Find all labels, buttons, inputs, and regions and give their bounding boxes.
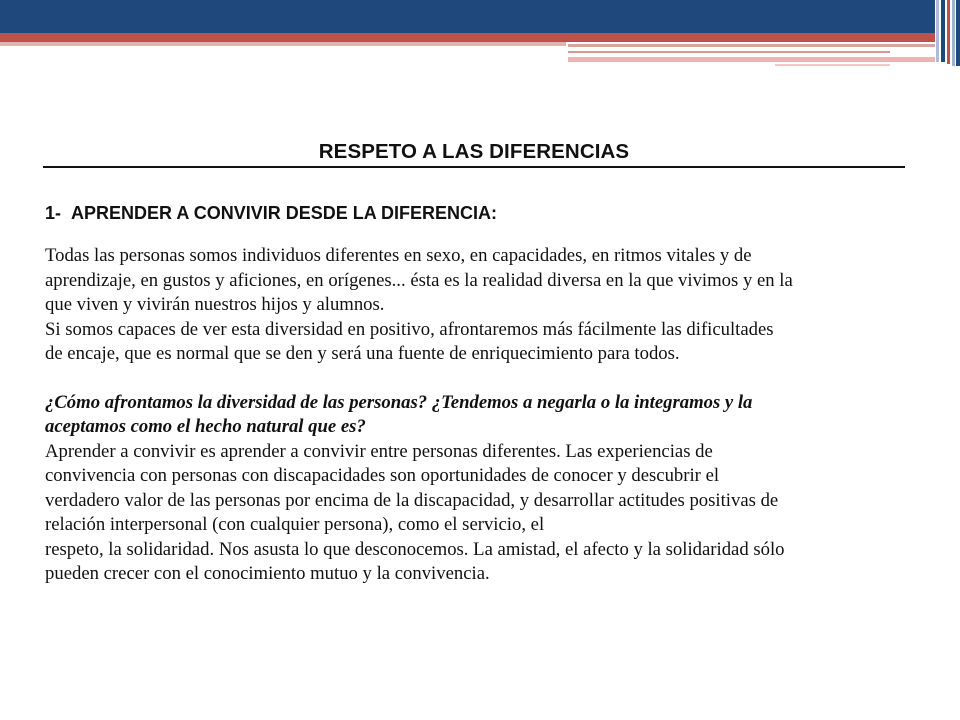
section-heading-text: APRENDER A CONVIVIR DESDE LA DIFERENCIA:: [71, 203, 498, 223]
header-bar-pink: [568, 57, 935, 62]
question-text: [45, 391, 905, 440]
header-side-stripe: [956, 0, 960, 66]
paragraph-line: que viven y vivirán nuestros hijos y alumnos.: [45, 294, 385, 315]
paragraph-line: pueden crecer con el conocimiento mutuo y la convivencia.: [45, 563, 490, 584]
header-bar-pink: [568, 44, 935, 47]
paragraph-spacer: [43, 367, 905, 391]
paragraph-line: Todas las personas somos individuos diferentes en sexo, en capacidades, en ritmos vitales y de: [45, 245, 752, 266]
paragraph-line: Si somos capaces de ver esta diversidad en positivo, afrontaremos más fácilmente las dificultades: [45, 318, 774, 340]
header-bar-pink: [0, 42, 566, 46]
header-side-stripe: [941, 0, 945, 62]
header-side-stripe: [947, 0, 950, 64]
header-bar-pink: [568, 51, 890, 53]
header-side-stripe: [936, 0, 939, 62]
header-bar-blue: [0, 0, 935, 33]
paragraph-line: respeto, la solidaridad. Nos asusta lo que desconocemos. La amistad, el afecto y la solidaridad sólo: [45, 538, 785, 560]
paragraph-line: verdadero valor de las personas por encima de la discapacidad, y desarrollar actitudes positivas de: [45, 489, 779, 511]
document-title: RESPETO A LAS DIFERENCIAS: [43, 140, 905, 168]
paragraph-line: aprendizaje, en gustos y aficiones, en orígenes... ésta es la realidad diversa en la que vivimos y en la: [45, 269, 793, 291]
paragraph-line: Aprender a convivir es aprender a convivir entre personas diferentes. Las experiencias de: [45, 440, 713, 462]
section-number: 1-: [45, 203, 62, 223]
document-body: [43, 140, 905, 587]
question-line: aceptamos como el hecho natural que es?: [45, 416, 366, 437]
paragraph-intro: [45, 244, 905, 367]
question-line: ¿Cómo afrontamos la diversidad de las personas? ¿Tendemos a negarla o la integramos y la: [45, 391, 753, 413]
paragraph-line: de encaje, que es normal que se den y será una fuente de enriquecimiento para todos.: [45, 343, 680, 364]
paragraph-line: relación interpersonal (con cualquier persona), como el servicio, el: [45, 514, 545, 535]
header-bar-pink: [775, 64, 890, 66]
header-bar-red: [0, 33, 935, 42]
section-heading: [45, 203, 905, 224]
paragraph-convivir: [45, 440, 905, 587]
header-side-stripe: [952, 0, 955, 66]
paragraph-line: convivencia con personas con discapacidades son oportunidades de conocer y descubrir el: [45, 465, 720, 486]
